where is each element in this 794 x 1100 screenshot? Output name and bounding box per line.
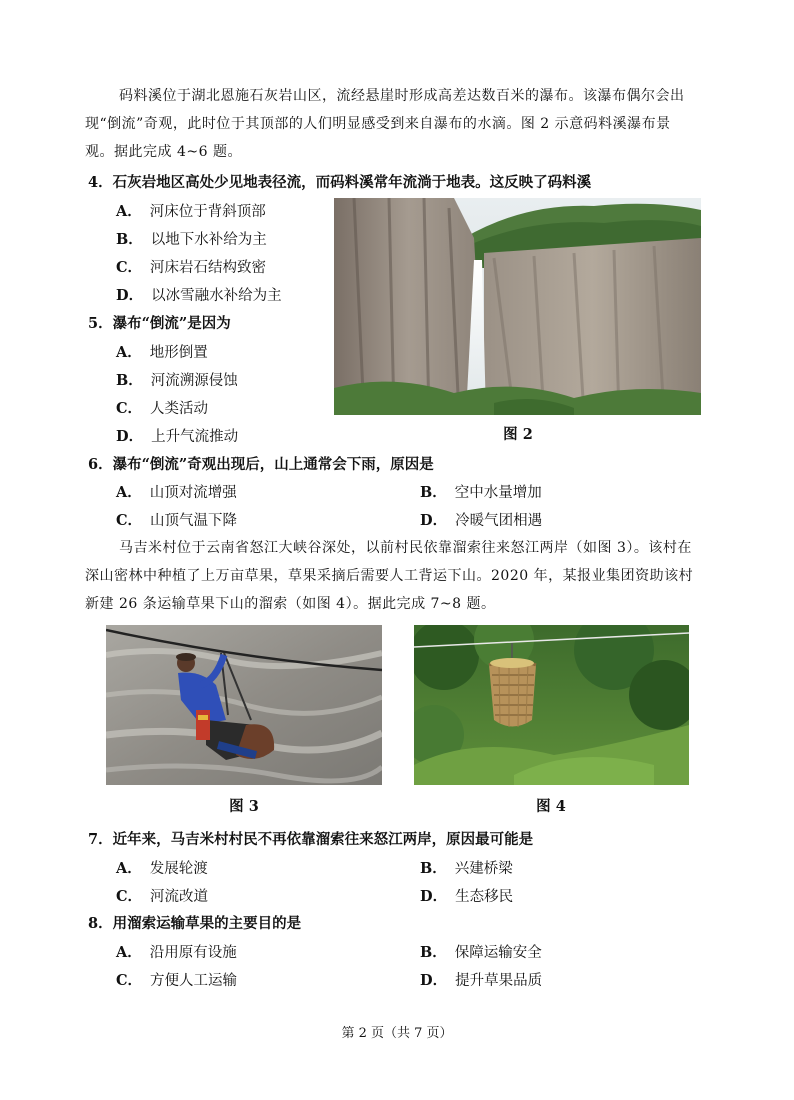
option-letter: C． <box>116 972 143 989</box>
option-text: 保障运输安全 <box>454 945 542 961</box>
q7-option-b <box>420 857 513 878</box>
option-text: 河床位于背斜顶部 <box>149 204 266 220</box>
option-text: 河流溯源侵蚀 <box>150 373 238 389</box>
figure-4-caption: 图 4 <box>536 798 566 815</box>
option-text: 以冰雪融水补给为主 <box>151 288 282 304</box>
intro1-line3: 观。据此完成 4~6 题。 <box>85 144 242 160</box>
option-letter: C． <box>116 512 143 529</box>
option-text: 方便人工运输 <box>150 973 238 989</box>
question-6-stem: 6．瀑布“倒流”奇观出现后，山上通常会下雨，原因是 <box>88 456 434 473</box>
option-text: 山顶对流增强 <box>149 485 237 501</box>
option-letter: C． <box>116 400 143 417</box>
option-text: 河床岩石结构致密 <box>150 260 267 276</box>
q7-option-d <box>420 885 513 906</box>
page-footer: 第 2 页（共 7 页） <box>341 1026 453 1041</box>
option-text: 兴建桥梁 <box>454 861 513 877</box>
q8-option-d <box>420 969 542 990</box>
figure-3-caption: 图 3 <box>229 798 259 815</box>
option-letter: D． <box>420 972 448 989</box>
option-letter: A． <box>116 484 142 501</box>
q5-option-c <box>116 397 208 418</box>
q4-option-c <box>116 256 266 277</box>
figure-2-caption: 图 2 <box>503 426 533 443</box>
option-letter: A． <box>116 860 142 877</box>
figure-3-zipline-photo <box>106 625 382 785</box>
q6-option-c <box>116 509 237 530</box>
option-letter: B． <box>420 860 447 877</box>
q7-option-a <box>116 857 208 878</box>
option-letter: B． <box>420 484 447 501</box>
option-letter: A． <box>116 944 142 961</box>
option-letter: B． <box>116 372 143 389</box>
figure-2-waterfall-photo <box>334 198 701 415</box>
q5-option-a <box>116 341 208 362</box>
option-text: 上升气流推动 <box>151 429 239 445</box>
option-text: 山顶气温下降 <box>150 513 238 529</box>
q6-option-b <box>420 481 542 502</box>
option-text: 河流改道 <box>150 889 209 905</box>
q4-option-b <box>116 228 267 249</box>
option-letter: B． <box>116 231 143 248</box>
q8-option-b <box>420 941 542 962</box>
question-7-stem: 7．近年来，马吉米村村民不再依靠溜索往来怒江两岸，原因最可能是 <box>88 831 534 848</box>
intro1-line2: 现“倒流”奇观，此时位于其顶部的人们明显感受到来自瀑布的水滴。图 2 示意码料溪瀑布景 <box>85 116 671 132</box>
question-8-stem: 8．用溜索运输草果的主要目的是 <box>88 915 302 932</box>
q4-option-a <box>116 200 266 221</box>
option-letter: B． <box>420 944 447 961</box>
q8-option-c <box>116 969 237 990</box>
q4-option-d <box>116 284 282 305</box>
intro-paragraph-2 <box>85 534 705 618</box>
option-letter: D． <box>420 888 448 905</box>
intro2-line1: 马吉米村位于云南省怒江大峡谷深处，以前村民依靠溜索往来怒江两岸（如图 3）。该村在 <box>119 540 692 556</box>
q5-option-b <box>116 369 238 390</box>
q7-option-c <box>116 885 208 906</box>
option-text: 人类活动 <box>150 401 209 417</box>
option-letter: A． <box>116 203 142 220</box>
option-letter: D． <box>116 287 144 304</box>
figure-4-basket-zipline-photo <box>414 625 689 785</box>
option-text: 发展轮渡 <box>149 861 208 877</box>
option-text: 提升草果品质 <box>455 973 543 989</box>
option-text: 沿用原有设施 <box>149 945 237 961</box>
option-text: 冷暖气团相遇 <box>455 513 543 529</box>
option-text: 地形倒置 <box>149 345 208 361</box>
q8-option-a <box>116 941 237 962</box>
intro-paragraph-1 <box>85 82 705 166</box>
option-text: 以地下水补给为主 <box>150 232 267 248</box>
option-letter: D． <box>116 428 144 445</box>
q5-option-d <box>116 425 238 446</box>
option-text: 空中水量增加 <box>454 485 542 501</box>
q6-option-d <box>420 509 542 530</box>
question-5-stem: 5．瀑布“倒流”是因为 <box>88 315 231 332</box>
intro2-line3: 新建 26 条运输草果下山的溜索（如图 4）。据此完成 7~8 题。 <box>85 596 496 612</box>
q6-option-a <box>116 481 237 502</box>
option-letter: C． <box>116 259 143 276</box>
option-letter: D． <box>420 512 448 529</box>
option-text: 生态移民 <box>455 889 514 905</box>
option-letter: A． <box>116 344 142 361</box>
intro1-line1: 码料溪位于湖北恩施石灰岩山区，流经悬崖时形成高差达数百米的瀑布。该瀑布偶尔会出 <box>119 88 685 104</box>
question-4-stem: 4．石灰岩地区高处少见地表径流，而码料溪常年流淌于地表。这反映了码料溪 <box>88 174 592 191</box>
intro2-line2: 深山密林中种植了上万亩草果，草果采摘后需要人工背运下山。2020 年，某报业集团资助该村 <box>85 568 694 584</box>
option-letter: C． <box>116 888 143 905</box>
